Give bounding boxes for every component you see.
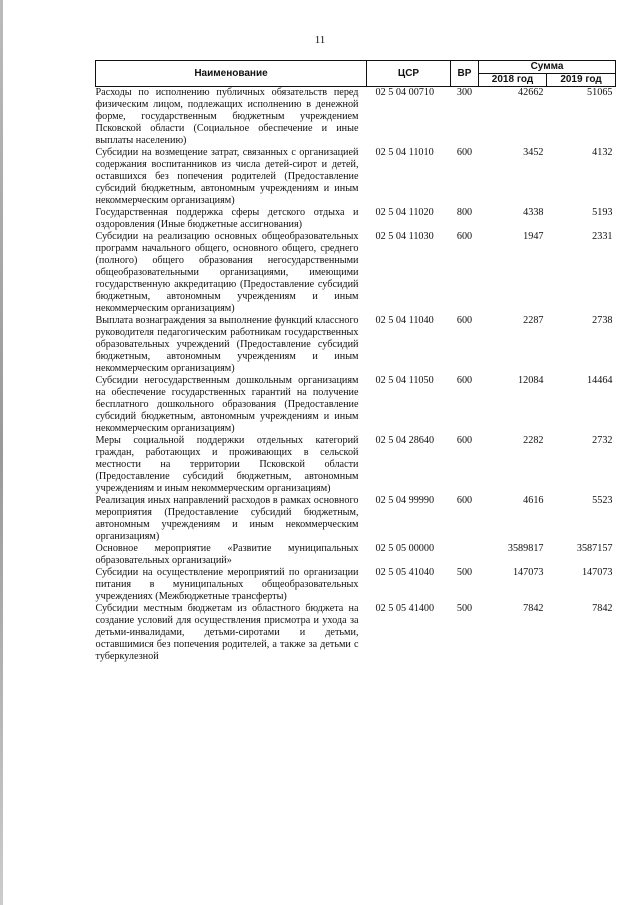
row-sum-2018: 4338 bbox=[523, 207, 544, 218]
row-vr: 300 bbox=[456, 87, 473, 98]
row-csr: 02 5 04 11030 bbox=[375, 231, 434, 242]
row-csr: 02 5 04 11050 bbox=[375, 375, 434, 386]
row-sum-2019: 3587157 bbox=[576, 543, 613, 554]
row-csr: 02 5 04 99990 bbox=[375, 495, 435, 506]
table-row bbox=[96, 567, 616, 603]
row-csr: 02 5 04 11010 bbox=[375, 147, 434, 158]
row-sum-2019: 4132 bbox=[592, 147, 613, 158]
scan-edge bbox=[0, 0, 3, 905]
row-sum-2019: 7842 bbox=[592, 603, 613, 614]
table-row bbox=[96, 147, 616, 207]
row-vr: 600 bbox=[456, 495, 473, 506]
row-vr: 600 bbox=[456, 435, 473, 446]
header-year-2018: 2018 год bbox=[479, 74, 547, 87]
table-row bbox=[96, 231, 616, 315]
row-name: Субсидии на реализацию основных общеобразовательных программ начального общего, основного общего, среднего (полного) общего образования негосударственными общеобразовательными организациями, имеющими государственную аккредитацию (Предоставление субсидий бюджетным, автономным учреждениям и иным некоммерческим организациям) bbox=[95, 231, 359, 314]
row-vr bbox=[451, 543, 479, 567]
row-name: Субсидии на осуществление мероприятий по организации питания в муниципальных общеобразовательных учреждениях (Межбюджетные трансферты) bbox=[95, 567, 359, 602]
row-sum-2018: 4616 bbox=[523, 495, 544, 506]
header-sum: Сумма bbox=[479, 61, 616, 74]
row-csr: 02 5 04 28640 bbox=[375, 435, 435, 446]
row-name: Выплата вознаграждения за выполнение функций классного руководителя педагогическим работникам государственных образовательных учреждений (Предоставление субсидий бюджетным, автономным учреждениям и иным некоммерческим организациям) bbox=[95, 315, 359, 374]
row-csr: 02 5 04 11020 bbox=[375, 207, 434, 218]
row-csr: 02 5 05 41040 bbox=[375, 567, 435, 578]
header-year-2019: 2019 год bbox=[547, 74, 616, 87]
row-vr: 600 bbox=[456, 147, 473, 158]
header-name: Наименование bbox=[96, 61, 367, 87]
budget-table bbox=[95, 60, 616, 663]
row-sum-2019: 2331 bbox=[592, 231, 613, 242]
row-name: Государственная поддержка сферы детского отдыха и оздоровления (Иные бюджетные ассигнования) bbox=[95, 207, 359, 230]
row-sum-2018: 7842 bbox=[523, 603, 544, 614]
row-sum-2019: 2738 bbox=[592, 315, 613, 326]
header-vr: ВР bbox=[451, 61, 479, 87]
table-row bbox=[96, 315, 616, 375]
row-sum-2018: 2282 bbox=[523, 435, 544, 446]
table-row bbox=[96, 375, 616, 435]
row-csr: 02 5 05 00000 bbox=[375, 543, 435, 554]
table-row bbox=[96, 543, 616, 567]
row-sum-2018: 3589817 bbox=[507, 543, 544, 554]
row-sum-2018: 42662 bbox=[518, 87, 544, 98]
table-row bbox=[96, 207, 616, 231]
row-sum-2019: 147073 bbox=[581, 567, 613, 578]
row-sum-2019: 14464 bbox=[587, 375, 613, 386]
row-sum-2018: 12084 bbox=[518, 375, 544, 386]
row-vr: 600 bbox=[456, 375, 473, 386]
page-number: 11 bbox=[314, 34, 326, 46]
table-row bbox=[96, 87, 616, 148]
row-sum-2019: 2732 bbox=[592, 435, 613, 446]
row-name: Меры социальной поддержки отдельных категорий граждан, работающих и проживающих в сельской местности на территории Псковской области (Предоставление субсидий бюджетным, автономным учреждениям и иным некоммерческим организациям) bbox=[95, 435, 359, 494]
row-sum-2019: 5193 bbox=[592, 207, 613, 218]
row-sum-2019: 5523 bbox=[592, 495, 613, 506]
row-vr: 800 bbox=[456, 207, 473, 218]
row-vr: 500 bbox=[456, 603, 473, 614]
row-sum-2019: 51065 bbox=[587, 87, 613, 98]
table-row bbox=[96, 435, 616, 495]
row-vr: 600 bbox=[456, 231, 473, 242]
row-sum-2018: 1947 bbox=[523, 231, 544, 242]
row-csr: 02 5 04 00710 bbox=[375, 87, 435, 98]
header-csr: ЦСР bbox=[367, 61, 451, 87]
row-vr: 500 bbox=[456, 567, 473, 578]
row-sum-2018: 147073 bbox=[512, 567, 544, 578]
row-name: Субсидии местным бюджетам из областного бюджета на создание условий для осуществления присмотра и ухода за детьми-инвалидами, детьми-сиротами и детьми, оставшимися без попечения родителей, а также за детьми с туберкулезной bbox=[95, 603, 359, 662]
row-csr: 02 5 04 11040 bbox=[375, 315, 434, 326]
row-sum-2018: 3452 bbox=[523, 147, 544, 158]
table-row bbox=[96, 495, 616, 543]
row-sum-2018: 2287 bbox=[523, 315, 544, 326]
row-name: Расходы по исполнению публичных обязательств перед физическим лицом, подлежащих исполнению в денежной форме, государственным бюджетным учреждением Псковской области (Социальное обеспечение и иные выплаты населению) bbox=[95, 87, 359, 146]
row-vr: 600 bbox=[456, 315, 473, 326]
table-row bbox=[96, 603, 616, 663]
row-csr: 02 5 05 41400 bbox=[375, 603, 435, 614]
row-name: Реализация иных направлений расходов в рамках основного мероприятия (Предоставление субсидий бюджетным, автономным учреждениям и иным некоммерческим организациям) bbox=[95, 495, 359, 542]
row-name: Субсидии на возмещение затрат, связанных с организацией содержания воспитанников из числа детей-сирот и детей, оставшихся без попечения родителей (Предоставление субсидий бюджетным, автономным учреждениям и иным некоммерческим организациям) bbox=[95, 147, 359, 206]
row-name: Основное мероприятие «Развитие муниципальных образовательных организаций» bbox=[95, 543, 359, 566]
row-name: Субсидии негосударственным дошкольным организациям на обеспечение государственных гарантий на получение бесплатного дошкольного образования (Предоставление субсидий бюджетным, автономным учреждениям и иным некоммерческим организациям) bbox=[95, 375, 359, 434]
